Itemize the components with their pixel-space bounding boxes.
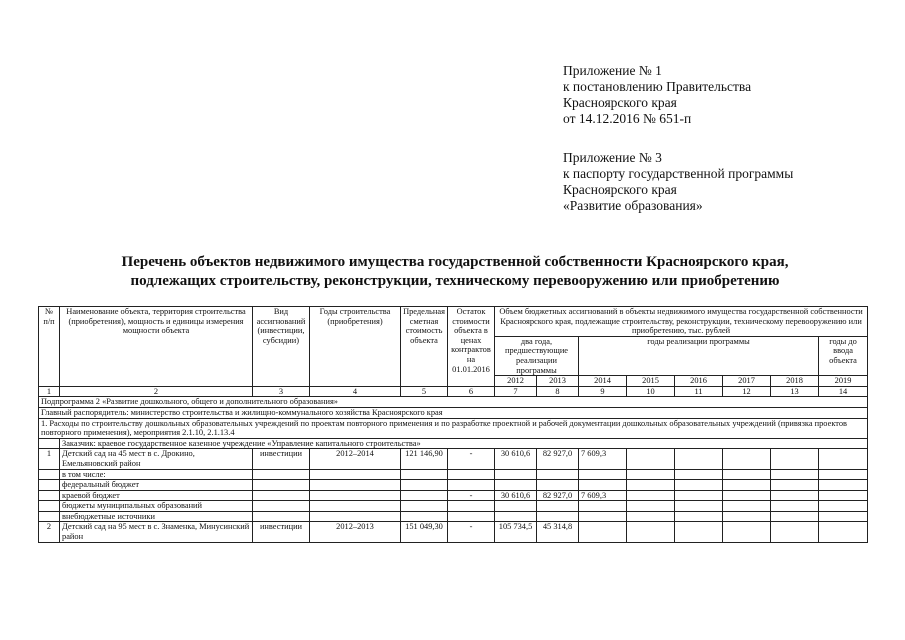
table-cell bbox=[771, 522, 819, 542]
table-cell bbox=[723, 490, 771, 501]
column-number: 12 bbox=[723, 386, 771, 397]
appendix-3-line: к паспорту государственной программы bbox=[563, 166, 794, 181]
customer-row bbox=[39, 438, 868, 449]
row-name: Детский сад на 95 мест в с. Знаменка, Минусинский район bbox=[60, 522, 253, 542]
appendix-3-line: «Развитие образования» bbox=[563, 198, 703, 213]
table-cell bbox=[253, 480, 310, 491]
column-number: 9 bbox=[579, 386, 627, 397]
table-row bbox=[39, 511, 868, 522]
row-num bbox=[39, 469, 60, 480]
table-cell bbox=[819, 511, 868, 522]
table-row bbox=[39, 522, 868, 542]
column-number: 11 bbox=[675, 386, 723, 397]
column-number: 6 bbox=[448, 386, 495, 397]
table-cell bbox=[310, 469, 401, 480]
row-2014: 7 609,3 bbox=[579, 490, 627, 501]
table-cell bbox=[253, 490, 310, 501]
row-years: 2012–2013 bbox=[310, 522, 401, 542]
row-years: 2012–2014 bbox=[310, 449, 401, 469]
appendix-1-line: Приложение № 1 bbox=[563, 63, 662, 78]
table-cell bbox=[675, 511, 723, 522]
header-year: 2013 bbox=[537, 376, 579, 387]
row-2012: 105 734,5 bbox=[495, 522, 537, 542]
header-prev-two-years: два года, предшествующие реализации программы bbox=[495, 336, 579, 375]
table-cell bbox=[448, 469, 495, 480]
column-number: 13 bbox=[771, 386, 819, 397]
row-name: в том числе: bbox=[60, 469, 253, 480]
appendix-1-block bbox=[563, 63, 751, 127]
row-2013: 82 927,0 bbox=[537, 490, 579, 501]
table-cell bbox=[819, 490, 868, 501]
table-cell bbox=[675, 449, 723, 469]
table-cell bbox=[579, 469, 627, 480]
table-cell bbox=[39, 438, 60, 449]
header-year: 2017 bbox=[723, 376, 771, 387]
table-cell bbox=[627, 501, 675, 512]
table-cell bbox=[310, 501, 401, 512]
table-cell bbox=[495, 501, 537, 512]
table-cell bbox=[771, 480, 819, 491]
row-2013: 82 927,0 bbox=[537, 449, 579, 469]
table-cell bbox=[675, 490, 723, 501]
subprogram-row bbox=[39, 397, 868, 408]
objects-table bbox=[38, 306, 868, 543]
header-volume: Объем бюджетных ассигнований в объекты недвижимого имущества государственной собственности Красноярского края, подлежащие строительству, реконструкции, техническому перевооружению или приобретению, тыс. рублей bbox=[495, 307, 868, 337]
header-year: 2018 bbox=[771, 376, 819, 387]
row-type: инвестиции bbox=[253, 522, 310, 542]
header-type: Вид ассигнований (инвестиции, субсидии) bbox=[253, 307, 310, 387]
header-year: 2016 bbox=[675, 376, 723, 387]
table-cell bbox=[579, 501, 627, 512]
row-cost: 151 049,30 bbox=[401, 522, 448, 542]
table-row bbox=[39, 449, 868, 469]
appendix-3-line: Приложение № 3 bbox=[563, 150, 662, 165]
table-cell bbox=[310, 511, 401, 522]
row-2014 bbox=[579, 522, 627, 542]
table-cell bbox=[495, 469, 537, 480]
customer-label: Заказчик: краевое государственное казенное учреждение «Управление капитального строительства» bbox=[60, 438, 868, 449]
header-commission-years: годы до ввода объекта bbox=[819, 336, 868, 375]
table-cell bbox=[627, 511, 675, 522]
row-2013: 45 314,8 bbox=[537, 522, 579, 542]
table-cell bbox=[253, 469, 310, 480]
table-cell bbox=[310, 480, 401, 491]
header-years: Годы строительства (приобретения) bbox=[310, 307, 401, 387]
table-cell bbox=[675, 480, 723, 491]
header-year: 2015 bbox=[627, 376, 675, 387]
table-cell bbox=[448, 480, 495, 491]
row-num bbox=[39, 480, 60, 491]
row-name: федеральный бюджет bbox=[60, 480, 253, 491]
row-num bbox=[39, 501, 60, 512]
row-num: 2 bbox=[39, 522, 60, 542]
document-title-line: Перечень объектов недвижимого имущества государственной собственности Красноярского края, bbox=[121, 254, 789, 270]
table-cell bbox=[537, 480, 579, 491]
table-cell bbox=[723, 449, 771, 469]
column-number: 2 bbox=[60, 386, 253, 397]
table-cell bbox=[401, 511, 448, 522]
row-remain: - bbox=[448, 449, 495, 469]
row-name: Детский сад на 45 мест в с. Дрокино, Емельяновский район bbox=[60, 449, 253, 469]
column-number: 5 bbox=[401, 386, 448, 397]
row-name: внебюджетные источники bbox=[60, 511, 253, 522]
table-cell bbox=[675, 469, 723, 480]
column-number: 8 bbox=[537, 386, 579, 397]
table-cell bbox=[401, 469, 448, 480]
table-cell bbox=[771, 449, 819, 469]
row-name: бюджеты муниципальных образований bbox=[60, 501, 253, 512]
table-cell bbox=[819, 449, 868, 469]
table-cell bbox=[401, 490, 448, 501]
row-2012: 30 610,6 bbox=[495, 449, 537, 469]
row-name: краевой бюджет bbox=[60, 490, 253, 501]
row-type: инвестиции bbox=[253, 449, 310, 469]
table-cell bbox=[723, 522, 771, 542]
table-cell bbox=[675, 501, 723, 512]
table-cell bbox=[771, 501, 819, 512]
table-cell bbox=[723, 469, 771, 480]
column-number: 10 bbox=[627, 386, 675, 397]
column-numbers-row bbox=[39, 386, 868, 397]
table-cell bbox=[579, 480, 627, 491]
table-cell bbox=[723, 501, 771, 512]
header-remain: Остаток стоимости объекта в ценах контрактов на 01.01.2016 bbox=[448, 307, 495, 387]
table-cell bbox=[819, 501, 868, 512]
row-num bbox=[39, 490, 60, 501]
manager-row bbox=[39, 407, 868, 418]
table-cell bbox=[627, 490, 675, 501]
header-cost: Предельная сметная стоимость объекта bbox=[401, 307, 448, 387]
document-title bbox=[40, 253, 870, 291]
header-name: Наименование объекта, территория строительства (приобретения), мощность и единицы измерения мощности объекта bbox=[60, 307, 253, 387]
table-cell bbox=[675, 522, 723, 542]
header-program-years: годы реализации программы bbox=[579, 336, 819, 375]
manager-label: Главный распорядитель: министерство строительства и жилищно-коммунального хозяйства Красноярского края bbox=[39, 407, 868, 418]
row-2012: 30 610,6 bbox=[495, 490, 537, 501]
table-cell bbox=[448, 511, 495, 522]
row-num: 1 bbox=[39, 449, 60, 469]
table-cell bbox=[537, 511, 579, 522]
table-cell bbox=[627, 522, 675, 542]
table-cell bbox=[627, 469, 675, 480]
table-cell bbox=[448, 501, 495, 512]
column-number: 14 bbox=[819, 386, 868, 397]
header-num: № п/п bbox=[39, 307, 60, 387]
expenses-row bbox=[39, 418, 868, 438]
table-cell bbox=[310, 490, 401, 501]
table-cell bbox=[819, 480, 868, 491]
appendix-1-line: от 14.12.2016 № 651-п bbox=[563, 111, 692, 126]
row-remain: - bbox=[448, 522, 495, 542]
table-cell bbox=[627, 449, 675, 469]
table-cell bbox=[537, 469, 579, 480]
table-cell bbox=[819, 522, 868, 542]
column-number: 7 bbox=[495, 386, 537, 397]
table-cell bbox=[627, 480, 675, 491]
table-cell bbox=[253, 511, 310, 522]
table-cell bbox=[771, 490, 819, 501]
row-2014: 7 609,3 bbox=[579, 449, 627, 469]
table-cell bbox=[771, 511, 819, 522]
table-cell bbox=[495, 480, 537, 491]
table-cell bbox=[401, 501, 448, 512]
table-cell bbox=[537, 501, 579, 512]
table-row bbox=[39, 490, 868, 501]
table-cell bbox=[723, 511, 771, 522]
header-year: 2012 bbox=[495, 376, 537, 387]
table-cell bbox=[253, 501, 310, 512]
column-number: 1 bbox=[39, 386, 60, 397]
table-header-row bbox=[39, 307, 868, 337]
column-number: 4 bbox=[310, 386, 401, 397]
row-num bbox=[39, 511, 60, 522]
table-cell bbox=[401, 480, 448, 491]
row-cost: 121 146,90 bbox=[401, 449, 448, 469]
expenses-label: 1. Расходы по строительству дошкольных образовательных учреждений по проектам повторного применения и по разработке проектной и рабочей документации дошкольных образовательных учреждений (привязка проектов повторного применения), мероприятия 2.1.10, 2.1.13.4 bbox=[39, 418, 868, 438]
table-row bbox=[39, 469, 868, 480]
appendix-1-line: к постановлению Правительства bbox=[563, 79, 752, 94]
subprogram-label: Подпрограмма 2 «Развитие дошкольного, общего и дополнительного образования» bbox=[39, 397, 868, 408]
table-row bbox=[39, 480, 868, 491]
table-cell bbox=[771, 469, 819, 480]
table-row bbox=[39, 501, 868, 512]
document-title-line: подлежащих строительству, реконструкции, техническому перевооружению или приобретению bbox=[130, 273, 780, 289]
table-cell bbox=[495, 511, 537, 522]
appendix-3-line: Красноярского края bbox=[563, 182, 677, 197]
table-cell bbox=[819, 469, 868, 480]
appendix-3-block bbox=[563, 150, 793, 214]
table-cell bbox=[579, 511, 627, 522]
column-number: 3 bbox=[253, 386, 310, 397]
header-year: 2014 bbox=[579, 376, 627, 387]
appendix-1-line: Красноярского края bbox=[563, 95, 677, 110]
header-year: 2019 bbox=[819, 376, 868, 387]
table-cell bbox=[723, 480, 771, 491]
row-remain: - bbox=[448, 490, 495, 501]
